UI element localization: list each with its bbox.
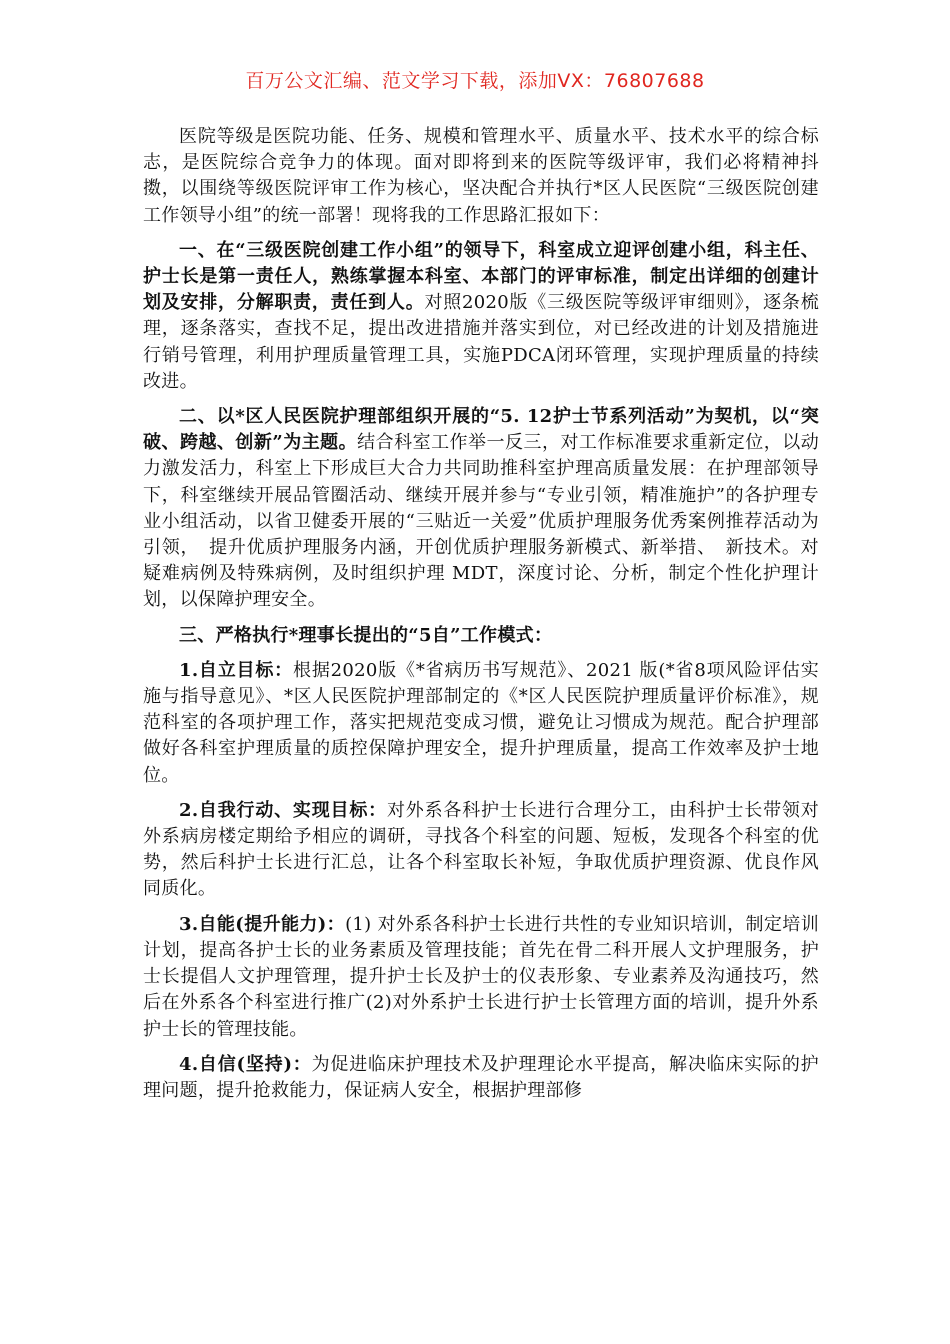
paragraph-heading: 三、严格执行*理事长提出的“5自”工作模式：: [179, 624, 553, 646]
paragraph-text: 根据2020版《*省病历书写规范》、2021 版(*省8项风险评估实施与指导意见》、*区人民医院护理部制定的《*区人民医院护理质量评价标准》，规范科室的各项护理工作，落实把规范变成习惯，避免让习惯成为规范。配合护理部做好各科室护理质量的质控保障护理安全，提升护理质量，提高工作效率及护士地位。: [143, 659, 820, 786]
paragraph-text: 为促进临床护理技术及护理理论水平提高，解决临床实际的护理问题，提升抢救能力，保证病人安全，根据护理部修: [143, 1053, 819, 1101]
paragraph-section-2: [143, 404, 819, 614]
document-body: [143, 124, 819, 1113]
paragraph-heading: 一、在“三级医院创建工作小组”的领导下，科室成立迎评创建小组，科主任、护士长是第一责任人，熟练掌握本科室、本部门的评审标准，制定出详细的创建计划及安排，分解职责，责任到人。: [143, 239, 819, 314]
paragraph-heading: 2.自我行动、实现目标：: [179, 799, 387, 821]
paragraph-text: (1) 对外系各科护士长进行共性的专业知识培训，制定培训计划，提高各护士长的业务素质及管理技能；首先在骨二科开展人文护理服务，护士长提倡人文护理管理，提升护士长及护士的仪表形象、专业素养及沟通技巧，然后在外系各个科室进行推广(2)对外系护士长进行护士长管理方面的培训，提升外系护士长的管理技能。: [143, 913, 820, 1040]
paragraph-heading: 4.自信(坚持)：: [179, 1053, 312, 1075]
paragraph-heading: 3.自能(提升能力)：: [179, 913, 346, 935]
paragraph-text: 对外系各科护士长进行合理分工，由科护士长带领对外系病房楼定期给予相应的调研，寻找各个科室的问题、短板，发现各个科室的优势，然后科护士长进行汇总，让各个科室取长补短，争取优质护理资源、优良作风同质化。: [143, 799, 820, 900]
paragraph-text: 医院等级是医院功能、任务、规模和管理水平、质量水平、技术水平的综合标志，是医院综合竞争力的体现。面对即将到来的医院等级评审，我们必将精神抖擞，以围绕等级医院评审工作为核心，坚决配合并执行*区人民医院“三级医院创建工作领导小组”的统一部署！现将我的工作思路汇报如下：: [143, 126, 819, 226]
paragraph-intro: [143, 124, 819, 229]
header-banner: 百万公文汇编、范文学习下载，添加VX：76807688: [245, 70, 705, 92]
paragraph-item-4: [143, 1052, 819, 1104]
paragraph-heading: 二、以*区人民医院护理部组织开展的“5. 12护士节系列活动”为契机，以“突破、跨越、创新”为主题。: [143, 406, 819, 454]
paragraph-text: 结合科室工作举一反三，对工作标准要求重新定位，以动力激发活力，科室上下形成巨大合力共同助推科室护理高质量发展：在护理部领导下，科室继续开展品管圈活动、继续开展并参与“专业引领，精准施护”的各护理专业小组活动，以省卫健委开展的“三贴近一关爱”优质护理服务优秀案例推荐活动为引领， 提升优质护理服务内涵，开创优质护理服务新模式、新举措、 新技术。对疑难病例及特殊病例，及时组织护理 MDT，深度讨论、分析，制定个性化护理计划，以保障护理安全。: [143, 432, 820, 611]
paragraph-item-2: [143, 798, 819, 903]
paragraph-text: 对照2020版《三级医院等级评审细则》，逐条梳理，逐条落实，查找不足，提出改进措施并落实到位，对已经改进的计划及措施进行销号管理，利用护理质量管理工具，实施PDCA闭环管理，实现护理质量的持续改进。: [143, 292, 819, 392]
paragraph-section-1: [143, 238, 819, 395]
paragraph-item-1: [143, 658, 819, 789]
paragraph-item-3: [143, 912, 819, 1043]
paragraph-heading: 1.自立目标：: [179, 659, 294, 681]
paragraph-section-3: [143, 623, 819, 649]
